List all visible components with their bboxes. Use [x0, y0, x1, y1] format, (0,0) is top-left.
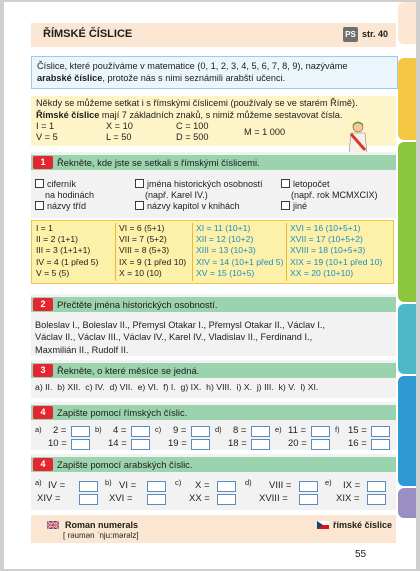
- roman-entry: VIII = 8 (5+3): [119, 245, 170, 256]
- month-item: l) XI.: [300, 382, 319, 392]
- month-item: a) II.: [35, 382, 53, 392]
- side-tab[interactable]: [398, 376, 416, 486]
- roman-entry: IV = 4 (1 před 5): [36, 256, 99, 267]
- checkbox-option-line2: na hodinách: [45, 190, 95, 200]
- intro-bold: arabské číslice: [37, 72, 103, 83]
- roman-entry: XVIII = 18 (10+5+3): [290, 245, 366, 256]
- roman-entry: VI = 6 (5+1): [119, 223, 165, 233]
- czech-term: římské číslice: [333, 520, 393, 530]
- section-4a-title: Zapište pomocí římských číslic.: [57, 407, 188, 418]
- exercise-label: b): [95, 425, 102, 434]
- symbol: M = 1 000: [244, 127, 286, 137]
- checkbox[interactable]: [281, 201, 290, 210]
- answer-box[interactable]: [79, 481, 98, 492]
- month-item: b) XII.: [57, 382, 81, 392]
- workbook-badge: PS: [343, 27, 358, 42]
- task-number-badge: 3: [33, 364, 53, 377]
- roman-column-2: [119, 223, 186, 279]
- month-item: g) IX.: [180, 382, 202, 392]
- roman-entry: I = 1: [36, 223, 53, 233]
- exercise-label: e): [275, 425, 282, 434]
- note-text-end: mají 7 základních znaků, s nimiž můžeme sestavovat čísla.: [99, 109, 343, 120]
- answer-box[interactable]: [191, 426, 210, 437]
- roman-entry: XIII = 13 (10+3): [196, 245, 256, 256]
- answer-box[interactable]: [71, 426, 90, 437]
- column-divider: [286, 223, 287, 281]
- roman-entry: XX = 20 (10+10): [290, 267, 354, 278]
- roman-column-3: [196, 223, 283, 279]
- section-1-title: Řekněte, kde jste se setkali s římskými číslicemi.: [57, 157, 260, 168]
- exercise-label: c): [155, 425, 162, 434]
- task-number-badge: 4: [33, 458, 53, 471]
- answer-box[interactable]: [147, 494, 166, 505]
- answer-box[interactable]: [131, 439, 150, 450]
- roman-entry: III = 3 (1+1+1): [36, 245, 91, 256]
- answer-box[interactable]: [71, 439, 90, 450]
- pronunciation: [ rəumən ˈnju:mərəlz]: [63, 531, 139, 540]
- checkbox[interactable]: [281, 179, 290, 188]
- symbol: L = 50: [106, 132, 132, 142]
- answer-box[interactable]: [131, 426, 150, 437]
- symbol: D = 500: [176, 132, 209, 142]
- answer-box[interactable]: [299, 481, 318, 492]
- section-3-title: Řekněte, o které měsíce se jedná.: [57, 365, 200, 376]
- answer-box[interactable]: [217, 494, 236, 505]
- checkbox-option[interactable]: letopočet: [281, 179, 330, 190]
- exercise-top: VI =: [119, 480, 137, 491]
- exercise-bottom: 14 =: [108, 438, 127, 449]
- answer-box[interactable]: [367, 494, 386, 505]
- roman-entry: X = 10 (10): [119, 267, 162, 278]
- workbook-page-ref: str. 40: [362, 29, 389, 39]
- answer-box[interactable]: [311, 439, 330, 450]
- exercise-top: VIII =: [269, 480, 292, 491]
- uk-flag-icon: [47, 521, 59, 529]
- roman-column-4: [290, 223, 382, 279]
- exercise-top: X =: [195, 480, 210, 491]
- exercise-bottom: 16 =: [348, 438, 367, 449]
- answer-box[interactable]: [251, 439, 270, 450]
- exercise-bottom: 20 =: [288, 438, 307, 449]
- page-title: ŘÍMSKÉ ČÍSLICE: [43, 28, 133, 40]
- checkbox-option[interactable]: názvy kapitol v knihách: [135, 201, 240, 212]
- month-item: c) IV.: [85, 382, 105, 392]
- month-item: k) V.: [278, 382, 296, 392]
- column-divider: [192, 223, 193, 281]
- exercise-top: 15 =: [348, 425, 367, 436]
- answer-box[interactable]: [311, 426, 330, 437]
- english-term: Roman numerals: [65, 520, 139, 530]
- symbol: C = 100: [176, 121, 209, 131]
- roman-entry: XI = 11 (10+1): [196, 223, 251, 233]
- side-tab[interactable]: [398, 58, 416, 140]
- month-item: d) VII.: [109, 382, 133, 392]
- month-items: [35, 382, 318, 392]
- exercise-bottom: 10 =: [48, 438, 67, 449]
- answer-box[interactable]: [367, 481, 386, 492]
- exercise-label: e): [325, 478, 332, 487]
- answer-box[interactable]: [371, 439, 390, 450]
- roman-entry: II = 2 (1+1): [36, 234, 79, 245]
- czech-flag-icon: [317, 521, 329, 529]
- month-item: j) III.: [256, 382, 274, 392]
- roman-entry: IX = 9 (1 před 10): [119, 256, 187, 267]
- symbol: X = 10: [106, 121, 133, 131]
- side-tab[interactable]: [398, 488, 416, 518]
- exercise-bottom: XVI =: [109, 493, 133, 504]
- exercise-bottom: 19 =: [168, 438, 187, 449]
- exercise-top: 9 =: [173, 425, 187, 436]
- roman-entry: V = 5 (5): [36, 267, 70, 278]
- exercise-bottom: XIV =: [37, 493, 61, 504]
- side-tab[interactable]: [398, 2, 416, 44]
- exercise-bottom: XVIII =: [259, 493, 288, 504]
- intro-box: [31, 56, 398, 89]
- note-bold: Římské číslice: [36, 109, 100, 120]
- names-line: Maxmilián II., Rudolf II.: [35, 344, 129, 355]
- page-header: [31, 23, 396, 47]
- roman-entry: VII = 7 (5+2): [119, 234, 167, 245]
- exercise-top: 8 =: [233, 425, 247, 436]
- task-number-badge: 4: [33, 406, 53, 419]
- roman-entry: XIV = 14 (10+1 před 5): [196, 256, 284, 267]
- roman-entry: XV = 15 (10+5): [196, 267, 255, 278]
- exercise-top: IV =: [48, 480, 66, 491]
- answer-box[interactable]: [371, 426, 390, 437]
- answer-box[interactable]: [299, 494, 318, 505]
- roman-column-1: [36, 223, 98, 279]
- column-divider: [115, 223, 116, 281]
- exercise-label: a): [35, 478, 42, 487]
- answer-box[interactable]: [251, 426, 270, 437]
- answer-box[interactable]: [79, 494, 98, 505]
- exercise-label: a): [35, 425, 42, 434]
- side-tab[interactable]: [398, 142, 416, 302]
- exercise-top: 2 =: [53, 425, 67, 436]
- exercise-label: d): [215, 425, 222, 434]
- exercise-top: 11 =: [288, 425, 307, 436]
- exercise-bottom: 18 =: [228, 438, 247, 449]
- answer-box[interactable]: [147, 481, 166, 492]
- exercise-label: c): [175, 478, 182, 487]
- checkbox-option[interactable]: ciferník: [35, 179, 76, 190]
- symbol: I = 1: [36, 121, 55, 131]
- names-line: Václav II., Václav III., Václav IV., Karel IV., Vladislav II., Ferdinand I.,: [35, 332, 313, 343]
- checkbox-option[interactable]: jména historických osobností: [135, 179, 263, 190]
- roman-entry: XIX = 19 (10+1 před 10): [290, 256, 383, 267]
- symbol: V = 5: [36, 132, 58, 142]
- roman-numeral-table: [31, 220, 394, 284]
- checkbox-option[interactable]: jiné: [281, 201, 307, 212]
- exercise-top: 4 =: [113, 425, 127, 436]
- checkbox[interactable]: [35, 179, 44, 188]
- section-4b-title: Zapište pomocí arabských číslic.: [57, 459, 193, 470]
- intro-text-end: , protože nás s nimi seznámili arabští učenci.: [102, 72, 286, 83]
- side-tab[interactable]: [398, 304, 416, 374]
- task-number-badge: 2: [33, 298, 53, 311]
- section-2-title: Přečtěte jména historických osobností.: [57, 299, 218, 310]
- exercise-top: IX =: [343, 480, 361, 491]
- exercise-label: b): [105, 478, 112, 487]
- textbook-page: [4, 2, 416, 569]
- month-item: i) X.: [236, 382, 253, 392]
- vocabulary-footer: [31, 515, 396, 543]
- page-number: 55: [355, 549, 367, 560]
- note-box: [31, 96, 396, 146]
- month-item: h) VIII.: [206, 382, 232, 392]
- checkbox[interactable]: [135, 179, 144, 188]
- names-line: Boleslav I., Boleslav II., Přemysl Otakar I., Přemysl Otakar II., Václav I.,: [35, 320, 326, 330]
- note-text: Někdy se můžeme setkat i s římskými číslicemi (používaly se ve starém Římě).: [36, 98, 358, 108]
- month-item: f) I.: [163, 382, 176, 392]
- roman-entry: XII = 12 (10+2): [196, 234, 254, 245]
- exercise-bottom: XIX =: [336, 493, 360, 504]
- checkbox[interactable]: [35, 201, 44, 210]
- roman-entry: XVII = 17 (10+5+2): [290, 234, 363, 245]
- answer-box[interactable]: [217, 481, 236, 492]
- exercise-bottom: XX =: [189, 493, 210, 504]
- checkbox-option-line2: (např. rok MCMXCIX): [291, 190, 378, 200]
- month-item: e) VI.: [137, 382, 159, 392]
- exercise-label: f): [335, 425, 340, 434]
- side-tabs: [398, 2, 416, 569]
- roman-entry: XVI = 16 (10+5+1): [290, 223, 361, 233]
- checkbox-option[interactable]: názvy tříd: [35, 201, 86, 212]
- intro-text: Číslice, které používáme v matematice (0, 1, 2, 3, 4, 5, 6, 7, 8, 9), nazýváme: [37, 61, 348, 71]
- exercise-label: d): [245, 478, 252, 487]
- task-number-badge: 1: [33, 156, 53, 169]
- checkbox-option-line2: (např. Karel IV.): [145, 190, 208, 200]
- answer-box[interactable]: [191, 439, 210, 450]
- historical-names-text: [35, 319, 391, 356]
- checkbox[interactable]: [135, 201, 144, 210]
